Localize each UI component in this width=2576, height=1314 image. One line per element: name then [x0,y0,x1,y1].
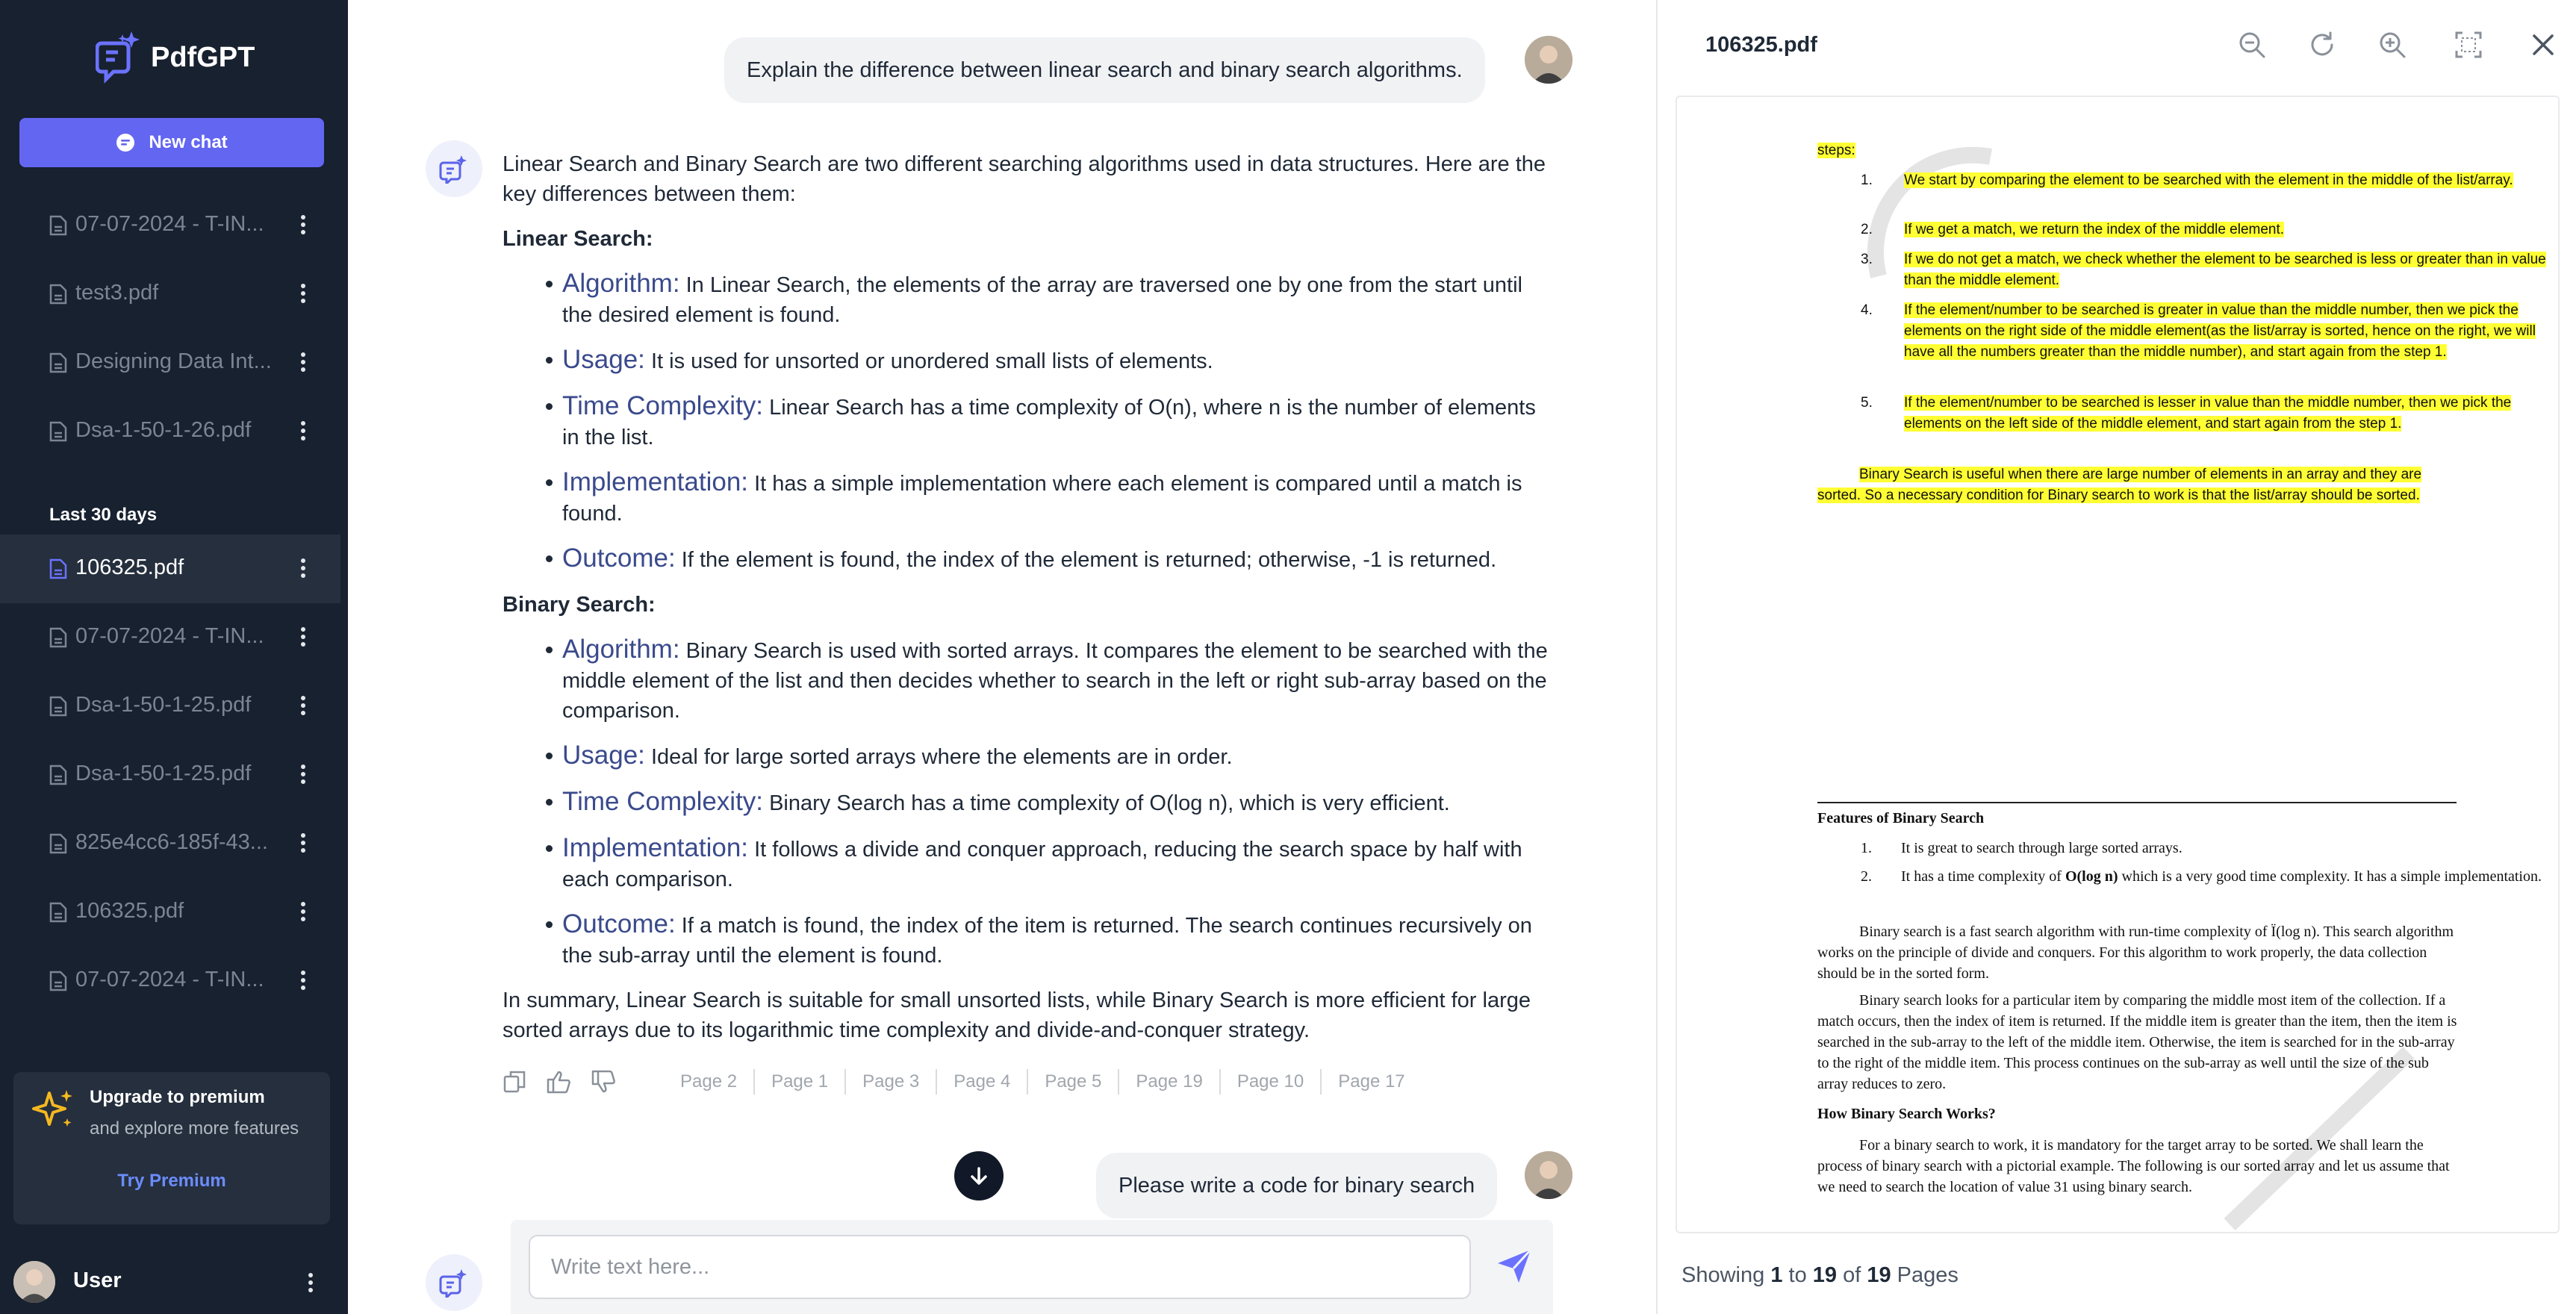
section-label: Last 30 days [49,505,158,525]
document-icon [49,765,67,785]
list-item [503,467,1548,529]
feature-text: It is great to search through large sorted arrays. [1901,840,2183,856]
sidebar-item[interactable] [0,672,340,741]
page-tag[interactable]: Page 17 [1338,1071,1405,1092]
sidebar-item-label: 07-07-2024 - T-IN... [75,624,264,648]
source-pages [664,1069,1422,1095]
document-icon [49,352,67,373]
user-avatar [1525,1151,1572,1199]
rotate-icon[interactable] [2307,30,2337,60]
step-number: 4. [1861,302,1873,318]
point-term: Implementation: [562,467,749,496]
binary-search-list [503,635,1548,971]
more-options-icon[interactable] [300,282,306,305]
point-term: Outcome: [562,909,676,938]
list-item [503,787,1548,818]
section-rule [1817,802,2457,803]
more-options-icon[interactable] [308,1271,314,1294]
paragraph: Binary search looks for a particular item by comparing the middle most item of the collection. If a match occurs, then the index of item is returned. If the middle item is greater than the item, then the item is searched in the sub-array to the left of the middle item. Otherwise, the item is searched for in the sub-array to the right of the middle item. This process continues on the sub-array as well until the size of the sub array reduces to zero. [1817,992,2457,1092]
document-icon [49,558,67,579]
point-text: Binary Search is used with sorted arrays. It compares the element to be searched with the middle element of the list and then decides whether to search in the left or right sub-array based on the comparison. [562,639,1548,723]
sidebar-item[interactable] [0,741,340,809]
how-heading: How Binary Search Works? [1817,1106,1996,1122]
user-message: Please write a code for binary search [1096,1153,1497,1218]
step-text: If the element/number to be searched is lesser in value than the middle number, then we pick the elements on the left side of the middle element, and start again from the step 1. [1904,395,2512,432]
thumbs-down-icon[interactable] [591,1069,617,1095]
sidebar-item-label: Dsa-1-50-1-25.pdf [75,762,252,785]
step-text: If we do not get a match, we check whether the element to be searched is less or greater than in value than the middle element. [1904,252,2546,288]
more-options-icon[interactable] [300,969,306,991]
feature-number: 1. [1861,840,1872,856]
upgrade-card [13,1072,330,1224]
logo-icon [96,28,145,87]
avatar[interactable] [13,1261,55,1303]
more-options-icon[interactable] [300,351,306,373]
copy-icon[interactable] [503,1069,528,1095]
bot-avatar [426,140,482,197]
paragraph: For a binary search to work, it is mandatory for the target array to be sorted. We shall learn the process of binary search with a pictorial example. The following is our sorted array and let us assume that we need to search the location of value 31 using binary search. [1817,1137,2450,1195]
feature-text: It has a time complexity of O(log n) which is a very good time complexity. It has a simple implementation. [1901,868,2542,885]
more-options-icon[interactable] [300,420,306,442]
document-icon [49,421,67,442]
new-chat-button[interactable] [19,118,324,167]
point-text: Linear Search has a time complexity of O(n), where n is the number of elements in the list. [562,396,1536,449]
sidebar-item-label: 825e4cc6-185f-43... [75,830,268,854]
point-term: Algorithm: [562,635,680,664]
point-term: Algorithm: [562,269,680,298]
page-tag[interactable]: Page 19 [1119,1069,1220,1095]
more-options-icon[interactable] [300,832,306,854]
sidebar-item-label: test3.pdf [75,281,159,305]
step-text: We start by comparing the element to be searched with the element in the middle of the list/array. [1904,172,2513,188]
sparkle-icon [30,1087,76,1133]
sidebar-item-label: 106325.pdf [75,899,184,923]
list-item [503,391,1548,452]
point-text: If a match is found, the index of the item is returned. The search continues recursively on the sub-array until the element is found. [562,914,1532,968]
list-item [503,909,1548,971]
document-icon [49,902,67,923]
step-number: 5. [1861,395,1873,411]
sidebar-item-label: 106325.pdf [75,555,184,579]
more-options-icon[interactable] [300,626,306,648]
point-text: It follows a divide and conquer approach, reducing the search space by half with each comparison. [562,838,1522,891]
send-button[interactable] [1495,1247,1534,1286]
sidebar-item[interactable] [0,603,340,672]
thumbs-up-icon[interactable] [546,1069,573,1095]
sidebar-item[interactable] [0,878,340,947]
step-number: 2. [1861,222,1873,237]
list-item [503,345,1548,376]
chat-panel [348,0,1656,1314]
list-item [503,544,1548,575]
list-item [503,741,1548,772]
try-premium-link[interactable]: Try Premium [117,1171,226,1191]
page-tag[interactable]: Page 4 [937,1069,1028,1095]
sidebar-item[interactable] [0,191,340,260]
sidebar-item-label: Dsa-1-50-1-26.pdf [75,418,252,442]
user-message: Explain the difference between linear search and binary search algorithms. [724,37,1485,103]
zoom-out-icon[interactable] [2237,30,2267,60]
point-term: Implementation: [562,833,749,862]
message-input[interactable] [529,1235,1471,1299]
sidebar-item-label: 07-07-2024 - T-IN... [75,968,264,991]
page-tag[interactable]: Page 3 [846,1069,937,1095]
feature-number: 2. [1861,868,1872,885]
list-item [503,635,1548,726]
pdf-page[interactable] [1676,96,2560,1233]
user-name: User [73,1268,122,1292]
point-term: Usage: [562,345,645,374]
sidebar-item[interactable] [0,260,340,328]
step-number: 1. [1861,172,1873,188]
document-icon [49,284,67,305]
linear-search-heading: Linear Search: [503,227,653,251]
viewer-file-name: 106325.pdf [1705,33,1817,57]
point-term: Time Complexity: [562,391,764,420]
close-icon[interactable] [2528,30,2558,60]
step-text: If we get a match, we return the index of the middle element. [1904,222,2285,237]
document-icon [49,627,67,648]
more-options-icon[interactable] [300,763,306,785]
features-heading: Features of Binary Search [1817,810,1985,826]
answer-summary: In summary, Linear Search is suitable for small unsorted lists, while Binary Search is more efficient for large sorted arrays due to its logarithmic time complexity and divide-and-conquer strategy. [503,988,1531,1042]
sidebar-item-label: Designing Data Int... [75,349,272,373]
bot-avatar [426,1254,482,1311]
sidebar-item-active[interactable] [0,535,340,603]
pdf-viewer [1656,0,2576,1314]
more-options-icon[interactable] [300,557,306,579]
point-text: Ideal for large sorted arrays where the elements are in order. [650,745,1233,769]
point-text: Binary Search has a time complexity of O(log n), which is very efficient. [769,791,1450,815]
page-tag[interactable]: Page 2 [664,1069,755,1095]
page-count: Showing 1 to 19 of 19 Pages [1681,1263,1959,1287]
steps-label: steps: [1817,143,1855,158]
chat-bubble-icon [116,133,135,152]
arrow-down-icon [968,1165,990,1187]
message-composer [511,1220,1553,1314]
list-item [503,833,1548,894]
scroll-down-button[interactable] [954,1151,1004,1201]
page-tag[interactable]: Page 1 [755,1069,846,1095]
point-text: It is used for unsorted or unordered small lists of elements. [650,349,1213,373]
page-tag[interactable]: Page 5 [1028,1069,1119,1095]
point-term: Usage: [562,741,645,770]
upgrade-title: Upgrade to premium [90,1087,265,1107]
sidebar-item-label: 07-07-2024 - T-IN... [75,212,264,236]
sidebar-item[interactable] [0,397,340,466]
list-item [503,269,1548,330]
sidebar-item[interactable] [0,947,340,1015]
point-text: It has a simple implementation where each element is compared until a match is found. [562,472,1522,526]
sidebar-item[interactable] [0,328,340,397]
paragraph: Binary search is a fast search algorithm with run-time complexity of Ï(log n). This search algorithm works on the principle of divide and conquers. For this algorithm to work properly, the data collection should be in the sorted form. [1817,924,2454,982]
useful-paragraph: Binary Search is useful when there are large number of elements in an array and they are sorted. So a necessary condition for Binary search to work is that the list/array should be sorted. [1817,467,2422,503]
zoom-in-icon[interactable] [2377,30,2407,60]
app-logo[interactable] [96,28,255,87]
more-options-icon[interactable] [300,900,306,923]
point-text: If the element is found, the index of the element is returned; otherwise, -1 is returned. [681,548,1497,572]
sidebar-item-label: Dsa-1-50-1-25.pdf [75,693,252,717]
answer-actions [503,1069,1422,1095]
bot-icon [439,1268,469,1298]
point-term: Time Complexity: [562,787,764,816]
more-options-icon[interactable] [300,214,306,236]
document-icon [49,215,67,236]
document-icon [49,696,67,717]
linear-search-list [503,269,1548,575]
point-text: In Linear Search, the elements of the array are traversed one by one from the start until the desired element is found. [562,273,1522,327]
step-number: 3. [1861,252,1873,267]
user-profile[interactable] [0,1258,348,1314]
document-icon [49,971,67,991]
sidebar [0,0,348,1314]
assistant-answer [503,149,1548,1060]
binary-search-heading: Binary Search: [503,593,656,617]
bot-icon [439,154,469,184]
new-chat-label: New chat [149,132,228,152]
app-name: PdfGPT [151,41,255,73]
page-tag[interactable]: Page 10 [1221,1069,1322,1095]
fullscreen-icon[interactable] [2454,30,2483,60]
more-options-icon[interactable] [300,694,306,717]
step-text: If the element/number to be searched is greater in value than the middle number, then we pick the elements on the right side of the middle element(as the list/array is sorted, hence on the right, we will have all the numbers greater than the middle number), and start again from the step 1. [1904,302,2536,360]
sidebar-item[interactable] [0,809,340,878]
user-avatar [1525,36,1572,84]
point-term: Outcome: [562,544,676,573]
document-icon [49,833,67,854]
upgrade-subtitle: and explore more features [90,1118,299,1139]
answer-intro: Linear Search and Binary Search are two different searching algorithms used in data structures. Here are the key differences between them: [503,152,1546,206]
